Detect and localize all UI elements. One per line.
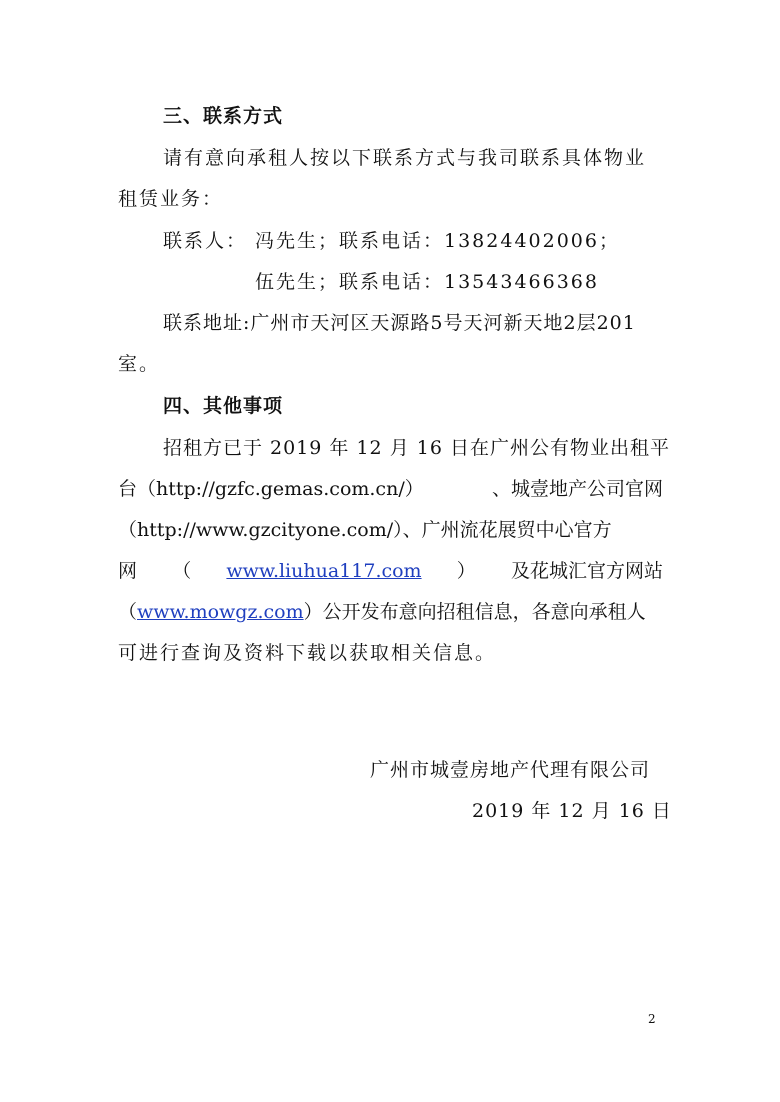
contact-person-2: 伍先生；联系电话：13543466368 [255,271,599,293]
mowgz-website-link[interactable]: www.mowgz.com [137,601,304,623]
contact-person-1: 冯先生；联系电话：13824402006； [255,230,620,252]
section-4-line-2 [118,477,663,501]
section-4-line-2-rest: 、城壹地产公司官网 [491,478,663,500]
contact-address-line-1: 联系地址:广州市天河区天源路5号天河新天地2层201 [163,312,636,334]
page-number: 2 [648,1012,656,1026]
section-4-line-6: 可进行查询及资料下载以获取相关信息。 [118,642,497,664]
open-paren: （ [172,560,192,582]
section-4-line-1: 招租方已于 2019 年 12 月 16 日在广州公有物业出租平 [163,437,670,459]
signature-company: 广州市城壹房地产代理有限公司 [370,759,651,781]
section-4-line-5 [118,600,646,624]
liuhua-website-link[interactable]: www.liuhua117.com [226,560,422,582]
section-4-line-4-pre: 网 [118,560,138,582]
section-4-line-4-post: 及花城汇官方网站 [510,560,663,582]
open-paren-2: （ [118,601,138,623]
section-4-heading: 四、其他事项 [163,395,284,417]
section-3-intro-line-2: 租赁业务： [118,188,224,210]
platform-url-text: 台（http://gzfc.gemas.com.cn/） [118,478,424,500]
section-4-line-4 [118,559,663,583]
section-3-intro-line-1: 请有意向承租人按以下联系方式与我司联系具体物业 [163,147,647,169]
contact-person-label: 联系人： [163,230,248,252]
section-4-line-3: （http://www.gzcityone.com/）、广州流花展贸中心官方 [118,519,612,541]
contact-address-line-2: 室。 [118,353,161,375]
section-3-heading: 三、联系方式 [163,105,284,127]
section-4-line-5-rest: ）公开发布意向招租信息，各意向承租人 [303,601,646,623]
close-paren: ） [456,560,476,582]
signature-date: 2019 年 12 月 16 日 [472,800,672,822]
